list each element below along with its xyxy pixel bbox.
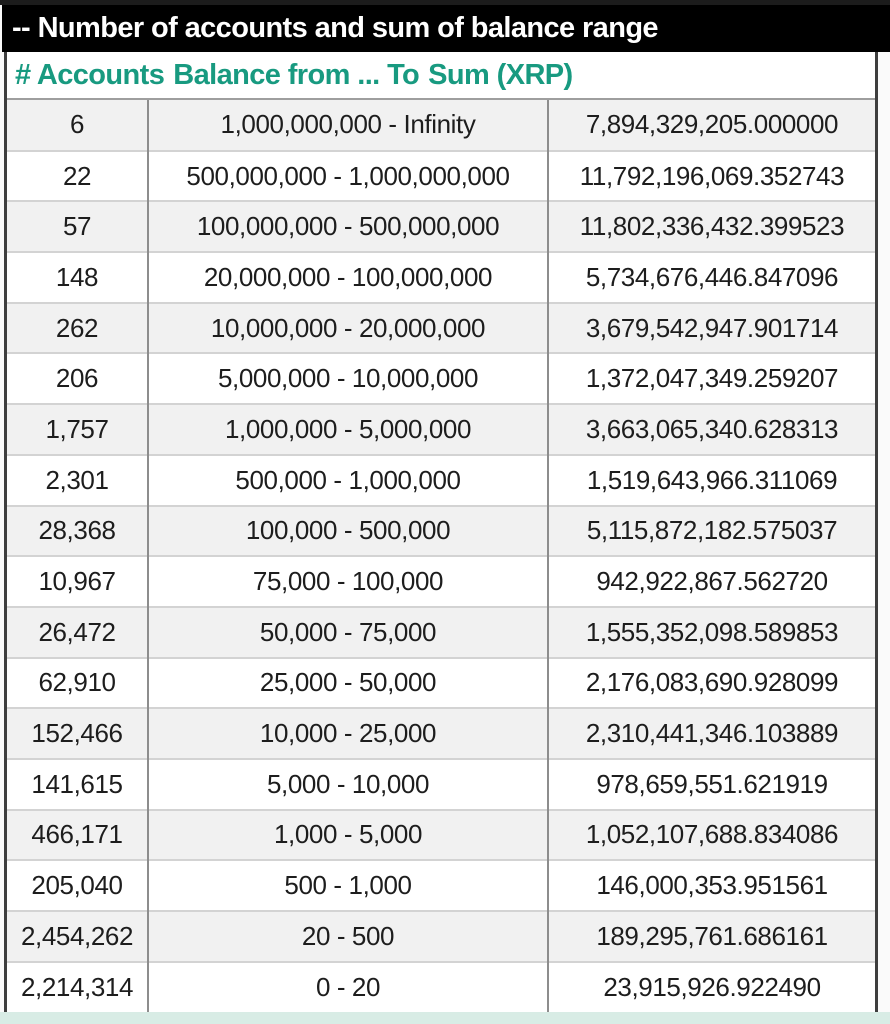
table-row bbox=[7, 607, 875, 658]
balance-range-cell: 25,000 - 50,000 bbox=[148, 658, 548, 709]
accounts-count-cell: 466,171 bbox=[7, 810, 148, 861]
balance-range-cell: 5,000 - 10,000 bbox=[148, 759, 548, 810]
balance-range-cell: 500 - 1,000 bbox=[148, 860, 548, 911]
sum-xrp-cell: 978,659,551.621919 bbox=[548, 759, 875, 810]
sum-xrp-cell: 1,052,107,688.834086 bbox=[548, 810, 875, 861]
col-header-balance-range: Balance from ... To bbox=[173, 58, 420, 91]
accounts-table bbox=[7, 100, 875, 1012]
accounts-count-cell: 2,301 bbox=[7, 455, 148, 506]
table-row bbox=[7, 810, 875, 861]
sum-xrp-cell: 189,295,761.686161 bbox=[548, 911, 875, 962]
table-row bbox=[7, 455, 875, 506]
section-title: -- Number of accounts and sum of balance range bbox=[12, 12, 658, 44]
sum-xrp-cell: 7,894,329,205.000000 bbox=[548, 100, 875, 151]
balance-range-cell: 20,000,000 - 100,000,000 bbox=[148, 252, 548, 303]
table-row bbox=[7, 708, 875, 759]
sum-xrp-cell: 11,792,196,069.352743 bbox=[548, 151, 875, 202]
sum-xrp-cell: 2,176,083,690.928099 bbox=[548, 658, 875, 709]
table-row bbox=[7, 556, 875, 607]
table-row bbox=[7, 404, 875, 455]
sum-xrp-cell: 1,519,643,966.311069 bbox=[548, 455, 875, 506]
sum-xrp-cell: 5,734,676,446.847096 bbox=[548, 252, 875, 303]
accounts-count-cell: 152,466 bbox=[7, 708, 148, 759]
sum-xrp-cell: 11,802,336,432.399523 bbox=[548, 201, 875, 252]
table-row bbox=[7, 100, 875, 151]
table-row bbox=[7, 151, 875, 202]
sum-xrp-cell: 2,310,441,346.103889 bbox=[548, 708, 875, 759]
balance-range-cell: 1,000,000,000 - Infinity bbox=[148, 100, 548, 151]
balance-range-cell: 100,000 - 500,000 bbox=[148, 506, 548, 557]
accounts-table-container bbox=[4, 52, 878, 1012]
sum-xrp-cell: 1,372,047,349.259207 bbox=[548, 353, 875, 404]
table-row bbox=[7, 759, 875, 810]
sum-xrp-cell: 5,115,872,182.575037 bbox=[548, 506, 875, 557]
balance-range-cell: 100,000,000 - 500,000,000 bbox=[148, 201, 548, 252]
accounts-count-cell: 2,214,314 bbox=[7, 962, 148, 1013]
accounts-count-cell: 2,454,262 bbox=[7, 911, 148, 962]
balance-range-cell: 1,000,000 - 5,000,000 bbox=[148, 404, 548, 455]
accounts-count-cell: 28,368 bbox=[7, 506, 148, 557]
table-row bbox=[7, 252, 875, 303]
col-header-sum-xrp: Sum (XRP) bbox=[428, 58, 573, 91]
balance-range-cell: 10,000,000 - 20,000,000 bbox=[148, 303, 548, 354]
balance-range-cell: 50,000 - 75,000 bbox=[148, 607, 548, 658]
accounts-count-cell: 1,757 bbox=[7, 404, 148, 455]
table-row bbox=[7, 962, 875, 1013]
table-header-row bbox=[7, 52, 875, 100]
table-row bbox=[7, 911, 875, 962]
balance-range-cell: 5,000,000 - 10,000,000 bbox=[148, 353, 548, 404]
balance-range-cell: 20 - 500 bbox=[148, 911, 548, 962]
accounts-count-cell: 57 bbox=[7, 201, 148, 252]
accounts-count-cell: 26,472 bbox=[7, 607, 148, 658]
sum-xrp-cell: 3,663,065,340.628313 bbox=[548, 404, 875, 455]
accounts-count-cell: 6 bbox=[69, 109, 85, 140]
table-row bbox=[7, 353, 875, 404]
table-row bbox=[7, 506, 875, 557]
balance-range-cell: 0 - 20 bbox=[148, 962, 548, 1013]
accounts-count-cell: 262 bbox=[7, 303, 148, 354]
sum-xrp-cell: 146,000,353.951561 bbox=[548, 860, 875, 911]
accounts-count-cell: 62,910 bbox=[7, 658, 148, 709]
balance-range-cell: 500,000 - 1,000,000 bbox=[148, 455, 548, 506]
col-header-accounts: # Accounts bbox=[15, 58, 165, 91]
table-row bbox=[7, 860, 875, 911]
table-row bbox=[7, 658, 875, 709]
balance-range-cell: 1,000 - 5,000 bbox=[148, 810, 548, 861]
balance-range-cell: 75,000 - 100,000 bbox=[148, 556, 548, 607]
sum-xrp-cell: 1,555,352,098.589853 bbox=[548, 607, 875, 658]
balance-range-cell: 500,000,000 - 1,000,000,000 bbox=[148, 151, 548, 202]
sum-xrp-cell: 3,679,542,947.901714 bbox=[548, 303, 875, 354]
accounts-table-body bbox=[7, 100, 875, 1012]
accounts-count-cell: 148 bbox=[7, 252, 148, 303]
accounts-count-cell: 206 bbox=[7, 353, 148, 404]
sum-xrp-cell: 942,922,867.562720 bbox=[548, 556, 875, 607]
sum-xrp-cell: 23,915,926.922490 bbox=[548, 962, 875, 1013]
accounts-count-cell: 10,967 bbox=[7, 556, 148, 607]
accounts-count-cell: 141,615 bbox=[7, 759, 148, 810]
section-title-bar bbox=[2, 5, 890, 52]
balance-range-cell: 10,000 - 25,000 bbox=[148, 708, 548, 759]
accounts-count-cell: 205,040 bbox=[7, 860, 148, 911]
accounts-count-cell: 22 bbox=[7, 151, 148, 202]
table-row bbox=[7, 201, 875, 252]
next-section-edge-strip bbox=[0, 1012, 890, 1024]
table-row bbox=[7, 303, 875, 354]
